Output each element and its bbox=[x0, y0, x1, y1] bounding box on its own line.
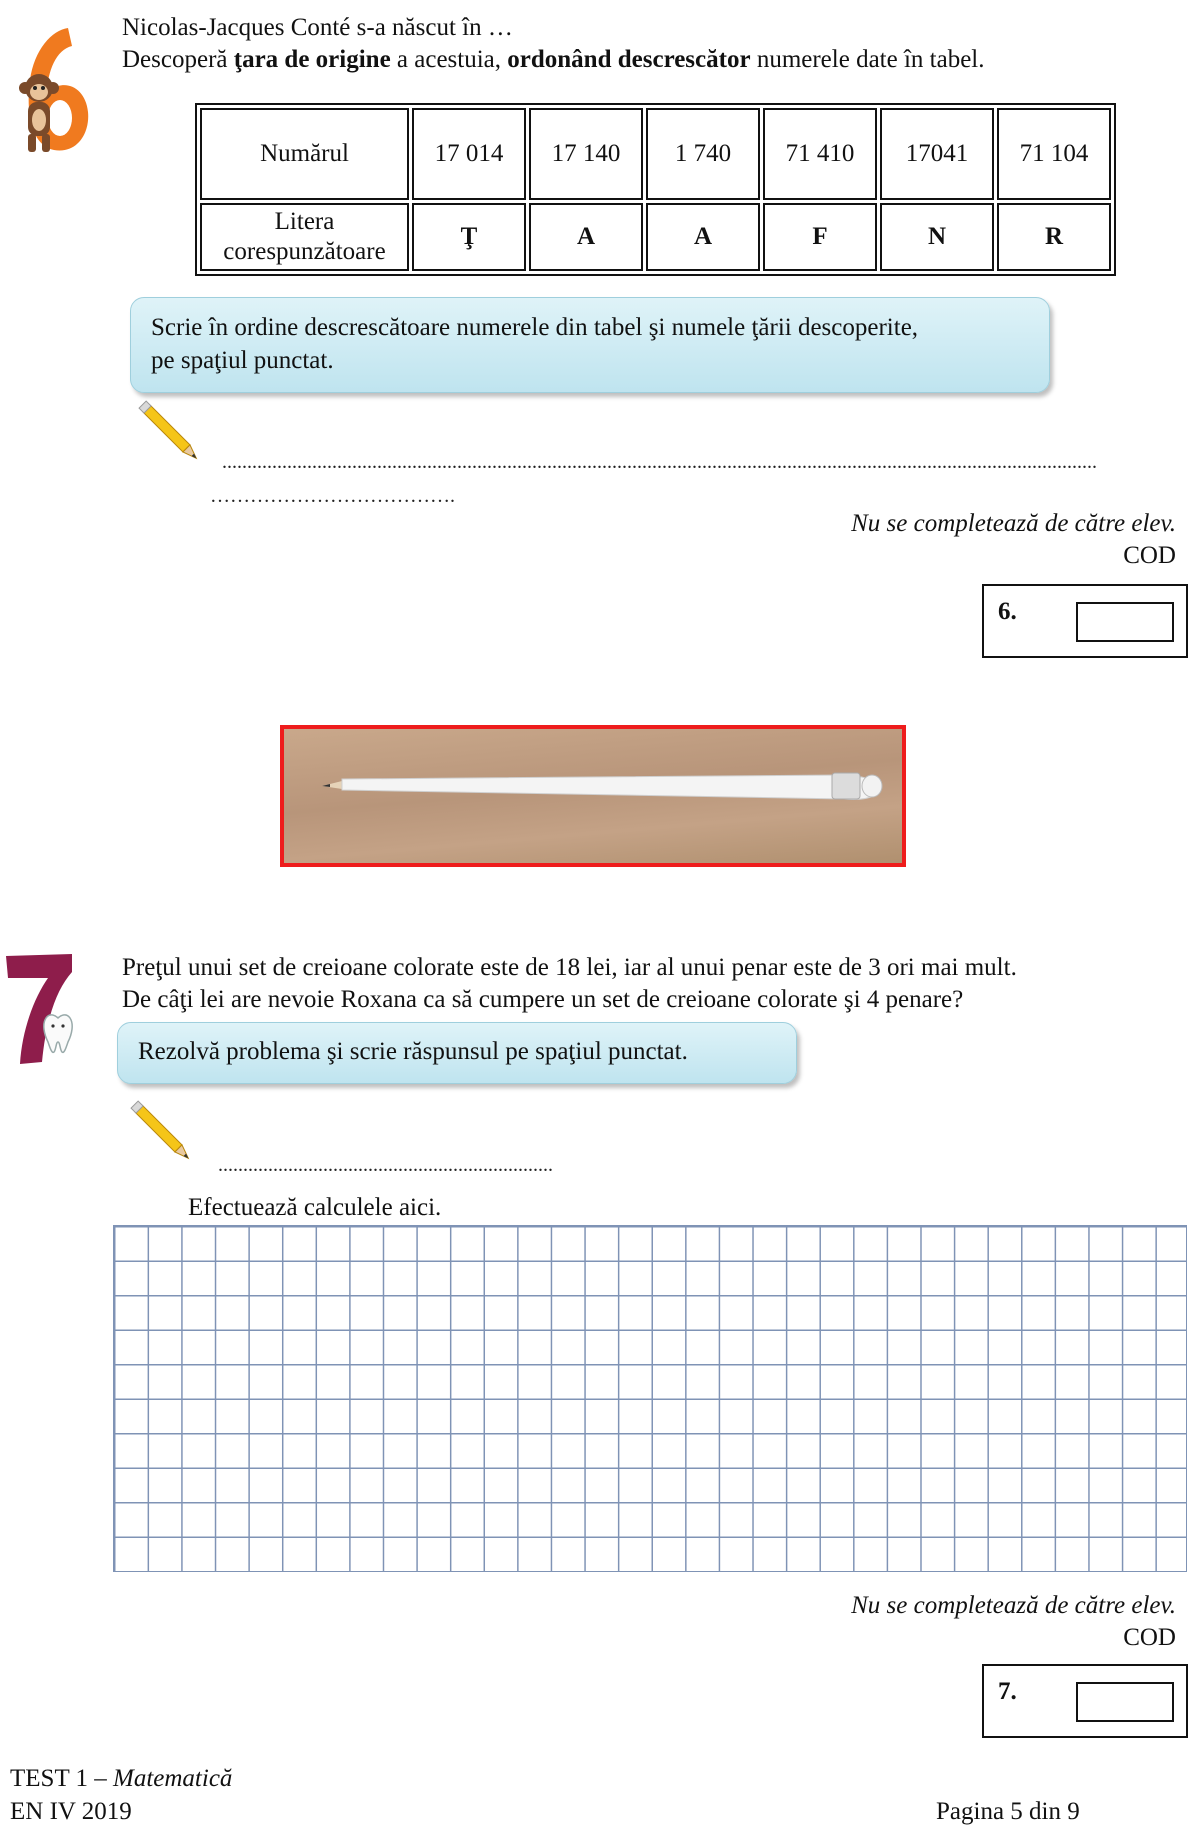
q6-task-part: a acestuia, bbox=[390, 46, 508, 73]
table-header-number: Numărul bbox=[200, 108, 409, 200]
table-header-letter bbox=[200, 203, 409, 271]
q7-instruction-box bbox=[117, 1022, 797, 1084]
q6-task-bold: ţara de origine bbox=[233, 46, 391, 73]
table-cell-number: 1 740 bbox=[646, 108, 760, 200]
q7-instruction-line: Rezolvă problema şi scrie răspunsul pe spaţiul punctat. bbox=[138, 1038, 688, 1065]
table-cell-letter: Ţ bbox=[412, 203, 526, 271]
white-pencil-icon bbox=[284, 729, 902, 863]
table-row-numbers bbox=[200, 108, 1111, 200]
question-7-badge bbox=[2, 950, 82, 1070]
q6-instruction-box bbox=[130, 297, 1050, 393]
table-cell-number: 71 410 bbox=[763, 108, 877, 200]
pencil-icon bbox=[130, 1100, 200, 1170]
q6-task-part: numerele date în tabel. bbox=[750, 46, 985, 73]
monkey-icon bbox=[14, 70, 64, 160]
pencil-photo bbox=[280, 725, 906, 867]
table-cell-letter: R bbox=[997, 203, 1111, 271]
table-header-letter-line: corespunzătoare bbox=[223, 238, 386, 265]
q7-not-completed-note: Nu se completează de către elev. bbox=[851, 1592, 1176, 1619]
footer-test-prefix: TEST 1 – bbox=[10, 1765, 114, 1792]
footer-page-number: Pagina 5 din 9 bbox=[936, 1798, 1080, 1825]
table-row-letters bbox=[200, 203, 1111, 271]
q6-answer-line-continued[interactable]: ………………………………. bbox=[210, 486, 455, 506]
q7-cod-number: 7. bbox=[998, 1678, 1017, 1705]
q6-cod-label: COD bbox=[1123, 542, 1176, 569]
q7-problem-line: Preţul unui set de creioane colorate este de 18 lei, iar al unui penar este de 3 ori mai mult. bbox=[122, 954, 1017, 981]
q7-calc-label: Efectuează calculele aici. bbox=[188, 1194, 442, 1221]
footer-test-title bbox=[10, 1763, 232, 1795]
q6-intro-line: Nicolas-Jacques Conté s-a născut în … bbox=[122, 14, 513, 41]
table-cell-letter: N bbox=[880, 203, 994, 271]
footer-test-subject: Matematică bbox=[113, 1765, 233, 1792]
q6-task-part: Descoperă bbox=[122, 46, 234, 73]
table-cell-letter: F bbox=[763, 203, 877, 271]
tooth-icon bbox=[40, 1012, 76, 1056]
q7-cod-label: COD bbox=[1123, 1624, 1176, 1651]
q7-question-line: De câţi lei are nevoie Roxana ca să cumpere un set de creioane colorate şi 4 penare? bbox=[122, 986, 964, 1013]
q6-task-bold: ordonând descrescător bbox=[507, 46, 751, 73]
footer-exam: EN IV 2019 bbox=[10, 1798, 132, 1825]
q6-instruction-line: Scrie în ordine descrescătoare numerele din tabel şi numele ţării descoperite, bbox=[151, 314, 919, 341]
table-cell-number: 71 104 bbox=[997, 108, 1111, 200]
table-cell-letter: A bbox=[529, 203, 643, 271]
q6-not-completed-note: Nu se completează de către elev. bbox=[851, 510, 1176, 537]
q6-cod-box bbox=[982, 584, 1188, 658]
q6-cod-number: 6. bbox=[998, 598, 1017, 625]
pencil-icon bbox=[138, 400, 208, 470]
question-6-badge bbox=[12, 20, 92, 160]
q6-instruction-line: pe spaţiul punctat. bbox=[151, 347, 334, 374]
table-cell-number: 17 140 bbox=[529, 108, 643, 200]
table-cell-number: 17 014 bbox=[412, 108, 526, 200]
numbers-letters-table bbox=[195, 103, 1116, 276]
q7-answer-line[interactable]: ................................................................... bbox=[218, 1155, 553, 1175]
table-cell-number: 17041 bbox=[880, 108, 994, 200]
calculation-grid[interactable] bbox=[113, 1225, 1187, 1572]
table-cell-letter: A bbox=[646, 203, 760, 271]
table-header-letter-line: Litera bbox=[274, 208, 335, 235]
q6-answer-line[interactable]: ............................................................................................................................................................................... bbox=[222, 452, 1097, 472]
q7-cod-box bbox=[982, 1664, 1188, 1738]
q6-cod-field bbox=[1076, 602, 1174, 642]
q6-task-line bbox=[122, 44, 985, 76]
q7-cod-field bbox=[1076, 1682, 1174, 1722]
